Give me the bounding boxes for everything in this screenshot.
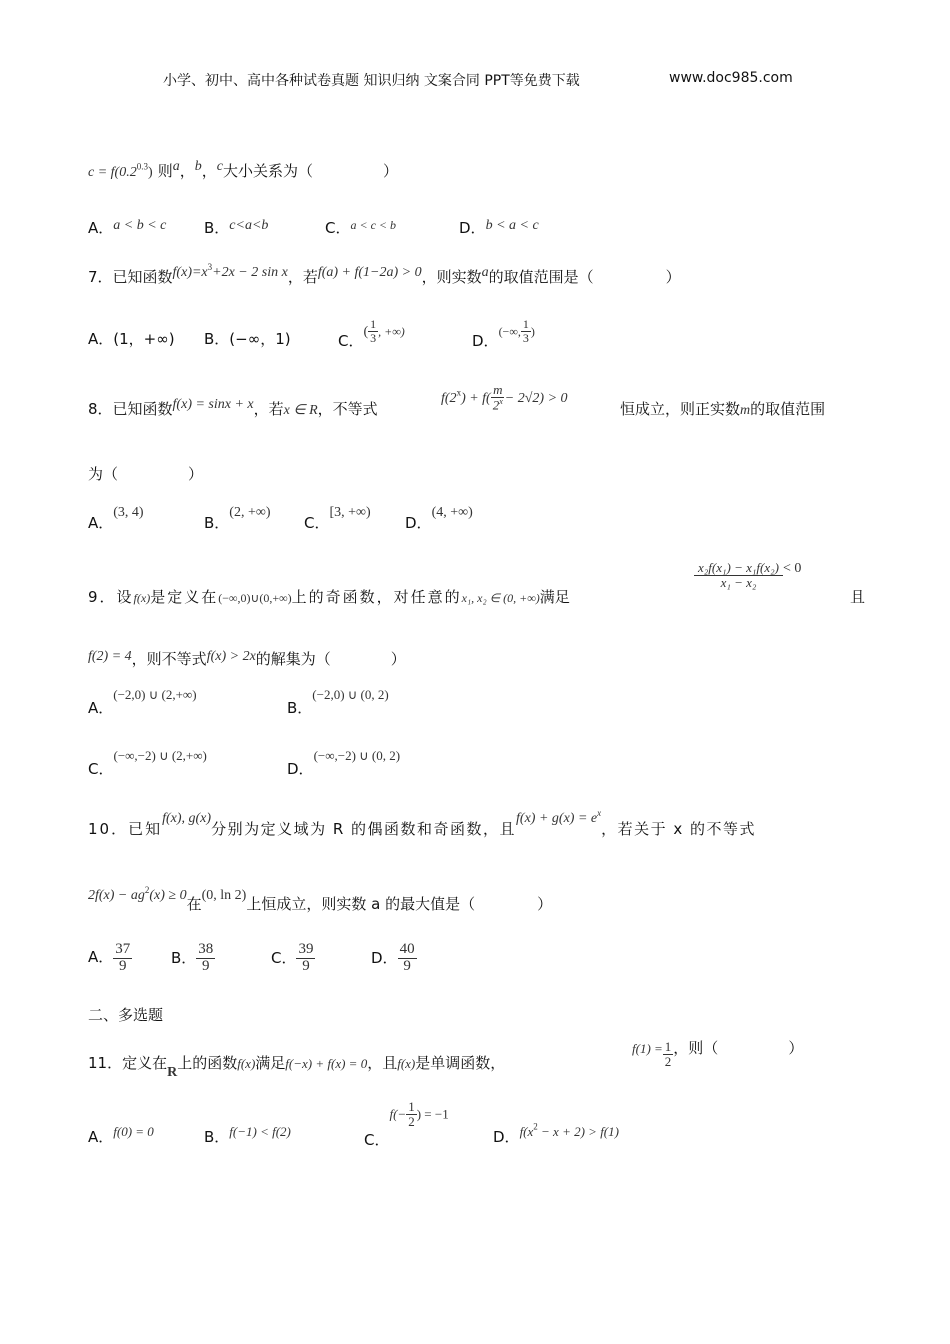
option-expr-post: ) <box>530 324 535 339</box>
option-expr: (−2,0) ∪ (0, 2) <box>312 687 389 702</box>
q8-line2 <box>88 463 203 484</box>
q9-fraction-tail: < 0 <box>782 560 802 576</box>
q10-inequality-rest: (x) ≥ 0 <box>149 888 187 903</box>
q10-number: 10．已知 <box>88 820 163 838</box>
q7-function-exp: 3 <box>207 261 213 272</box>
option-expr-pre: (−∞, <box>498 324 521 339</box>
option-label: D． <box>371 948 398 967</box>
fraction-numerator: 1 <box>408 1099 415 1114</box>
q8-stem <box>88 398 378 419</box>
q6-formula: c = f(0.2 <box>88 165 137 180</box>
q11-option-a[interactable] <box>88 1120 154 1146</box>
fraction-denominator: x₁ − x₂ <box>720 574 757 590</box>
q10-functions: f(x), g(x) <box>162 811 212 826</box>
fraction-denominator: 9 <box>202 957 210 974</box>
option-expr: [3, +∞) <box>329 505 371 520</box>
q6-close-paren: ） <box>383 162 399 180</box>
option-label: C． <box>325 219 351 237</box>
q11-option-c[interactable] <box>364 1099 449 1149</box>
q7-function-rest: +2x − 2 sin x <box>212 265 288 280</box>
q8-option-a[interactable] <box>88 500 144 532</box>
fraction-numerator: 1 <box>522 317 529 331</box>
fraction-numerator: x₂f(x₁) − x₁f(x₂) <box>694 561 783 576</box>
q7-number: 7．已知函数 <box>88 268 173 286</box>
option-label: A． <box>88 947 114 966</box>
q9-option-d[interactable] <box>287 744 401 778</box>
q8-var: m <box>740 403 751 418</box>
q11-value-pre: f(1) = <box>632 1040 663 1056</box>
fraction-den-base: 2 <box>492 396 500 412</box>
option-expr: b < a < c <box>485 218 539 233</box>
q9-option-c[interactable] <box>88 744 207 778</box>
q11-text5: ，则（ <box>673 1038 719 1057</box>
q11-text1: 上的函数 <box>177 1054 238 1072</box>
q9-number: 9．设 <box>88 588 134 606</box>
q7-var: a <box>481 265 489 280</box>
q10-option-b[interactable] <box>171 942 215 975</box>
fraction-numerator: m <box>493 382 503 397</box>
q9-inequality: f(x) > 2x <box>206 649 256 664</box>
option-label: C． <box>364 1130 390 1149</box>
q11-number: 11．定义在 <box>88 1054 168 1072</box>
option-expr: (1，+∞) <box>113 330 175 348</box>
q11-condition: f(−x) + f(x) = 0 <box>285 1056 368 1071</box>
q7-stem <box>88 261 681 287</box>
option-fraction <box>398 942 417 975</box>
q11-text4: 是单调函数， <box>415 1054 506 1072</box>
option-label: B． <box>204 330 230 348</box>
q8-mid: ，若 <box>253 400 284 418</box>
option-expr: (2, +∞) <box>229 505 271 520</box>
option-label: D． <box>459 219 486 237</box>
q8-option-b[interactable] <box>204 500 271 532</box>
q9-vars: x₁, x₂ ∈ (0, +∞) <box>461 591 540 605</box>
q10-text4: 上恒成立，则实数 a 的最大值是（ <box>246 895 476 913</box>
option-fraction <box>406 1100 417 1128</box>
option-expr: (−2,0) ∪ (2,+∞) <box>113 687 197 702</box>
option-expr: (−∞,−2) ∪ (2,+∞) <box>113 748 207 763</box>
q9-stem <box>88 586 570 607</box>
option-fraction <box>196 942 215 975</box>
fraction-numerator: 39 <box>298 941 314 957</box>
q10-interval: (0, ln 2) <box>201 888 247 903</box>
fraction-numerator: 1 <box>370 317 377 331</box>
option-expr-post: − x + 2) > f(1) <box>537 1124 619 1139</box>
q6-var-c: c <box>216 159 223 174</box>
option-expr: c<a<b <box>229 218 269 233</box>
q7-option-c[interactable] <box>338 317 405 350</box>
q11-text2: 满足 <box>255 1054 286 1072</box>
option-label: A． <box>88 514 114 532</box>
option-expr-post: ) = −1 <box>416 1106 449 1122</box>
q9-line2 <box>88 648 406 669</box>
option-fraction <box>296 942 315 975</box>
q6-continuation <box>88 160 398 181</box>
q6-var-a: a <box>172 159 180 174</box>
fraction-denominator: 3 <box>370 330 377 345</box>
option-label: C． <box>88 760 114 778</box>
fraction-numerator: 40 <box>399 941 415 957</box>
q7-condition: f(a) + f(1−2a) > 0 <box>317 265 422 280</box>
option-fraction <box>113 942 132 975</box>
option-label: D． <box>405 514 432 532</box>
q10-inequality: 2f(x) − ag <box>88 888 145 903</box>
option-label: A． <box>88 219 114 237</box>
option-expr-pre: f(− <box>389 1106 407 1122</box>
fraction-denominator: 2 <box>408 1113 415 1129</box>
q10-close-paren: ） <box>537 895 553 913</box>
option-expr: a < b < c <box>113 218 167 233</box>
option-label: A． <box>88 1128 114 1146</box>
q6-var-b: b <box>194 159 202 174</box>
q6-formula-close: ) <box>147 165 153 180</box>
option-label: B． <box>204 1128 230 1146</box>
option-expr-exp: 2 <box>533 1121 538 1132</box>
option-expr: f(0) = 0 <box>113 1124 154 1139</box>
q7-option-d[interactable] <box>472 317 535 350</box>
q8-mid2: ，不等式 <box>317 400 378 418</box>
header-url: www.doc985.com <box>669 70 793 86</box>
option-label: A． <box>88 699 114 717</box>
q8-ineq-post: − 2√2) > 0 <box>504 390 568 406</box>
q6-exponent: 0.3 <box>136 161 148 172</box>
section-title-multiple-choice: 二、多选题 <box>88 1006 164 1024</box>
option-expr: (−∞，1) <box>229 330 291 348</box>
q6-option-c[interactable] <box>325 217 396 238</box>
q10-text2: ，若关于 x 的不等式 <box>601 820 757 838</box>
q8-domain: x ∈ R <box>283 403 318 418</box>
option-label: C． <box>271 948 297 967</box>
option-label: B． <box>287 699 313 717</box>
option-expr: (4, +∞) <box>431 505 473 520</box>
option-expr: (3, 4) <box>113 505 144 520</box>
q9-close-paren: ） <box>390 650 406 668</box>
q8-option-c[interactable] <box>304 500 371 532</box>
option-label: D． <box>493 1128 520 1146</box>
q6-option-d[interactable] <box>459 217 539 238</box>
option-label: C． <box>338 331 364 350</box>
q10-option-d[interactable] <box>371 942 417 975</box>
fraction-denominator: 9 <box>119 957 127 974</box>
option-label: B． <box>204 219 230 237</box>
q7-tail2: 的取值范围是（ <box>488 268 594 286</box>
q9-fraction <box>694 561 783 589</box>
q11-function: f(x) <box>237 1056 256 1071</box>
q6-text-ze: 则 <box>157 162 173 180</box>
q9-fraction-condition <box>694 561 801 589</box>
fraction-numerator: 38 <box>198 941 214 957</box>
option-label: D． <box>287 760 314 778</box>
q8-ineq-mid: ) + f( <box>461 390 491 406</box>
option-fraction <box>521 318 531 344</box>
q8-inequality <box>441 383 568 412</box>
fraction-denominator <box>491 398 505 412</box>
q8-close-paren: ） <box>188 465 204 483</box>
q9-line2-tail: 的解集为（ <box>255 650 331 668</box>
q10-option-a[interactable] <box>88 942 132 975</box>
option-expr-pre: ( <box>363 324 369 340</box>
q10-inequality-exp: 2 <box>144 884 150 895</box>
header-banner: 小学、初中、高中各种试卷真题 知识归纳 文案合同 PPT等免费下载 <box>163 73 580 89</box>
q7-mid: ，若 <box>287 268 318 286</box>
q11-domain: R <box>167 1065 178 1080</box>
q9-option-a[interactable] <box>88 683 197 717</box>
option-expr-pre: f(x <box>519 1124 534 1139</box>
q10-stem <box>88 807 757 839</box>
q6-option-b[interactable] <box>204 217 268 238</box>
fraction-numerator: 1 <box>664 1039 672 1054</box>
q6-comma-1: ， <box>179 162 195 180</box>
q7-close-paren: ） <box>665 268 681 286</box>
q10-line2 <box>88 884 553 914</box>
fraction-denominator: 2 <box>664 1053 672 1069</box>
q7-tail: ，则实数 <box>421 268 482 286</box>
q8-ineq-pre: f(2 <box>441 390 457 406</box>
q10-text3: 在 <box>186 895 202 913</box>
q11-close-paren: ） <box>788 1038 804 1057</box>
q9-domain: (−∞,0)∪(0,+∞) <box>218 591 292 605</box>
q9-line2-text: ，则不等式 <box>131 650 207 668</box>
q9-given: f(2) = 4 <box>88 649 132 664</box>
q7-function: f(x)=x <box>172 265 208 280</box>
q11-value <box>632 1040 803 1068</box>
q8-tail2: 的取值范围 <box>750 400 826 418</box>
q8-number: 8．已知函数 <box>88 400 173 418</box>
fraction-den-exp: x <box>499 396 503 406</box>
q9-function: f(x) <box>133 591 151 605</box>
option-label: B． <box>204 514 230 532</box>
q9-option-b[interactable] <box>287 683 389 717</box>
q9-text4: 且 <box>850 588 866 606</box>
option-label: D． <box>472 331 499 350</box>
q6-option-a[interactable] <box>88 217 166 238</box>
q8-ineq-exp: x <box>456 387 462 398</box>
option-expr-post: , +∞) <box>378 324 405 339</box>
q11-option-d[interactable] <box>493 1120 619 1146</box>
option-expr: f(−1) < f(2) <box>229 1124 291 1139</box>
q9-text1: 是定义在 <box>150 588 219 606</box>
q8-function: f(x) = sinx + x <box>172 397 254 412</box>
fraction-denominator: 9 <box>302 957 310 974</box>
q11-text3: ，且 <box>367 1054 398 1072</box>
q10-option-c[interactable] <box>271 942 315 975</box>
option-label: C． <box>304 514 330 532</box>
q8-fraction <box>491 383 505 412</box>
q9-text2: 上的奇函数，对任意的 <box>291 588 462 606</box>
q11-stem <box>88 1052 506 1080</box>
q11-option-b[interactable] <box>204 1120 291 1146</box>
q8-tail-text: 恒成立，则正实数 <box>620 400 741 418</box>
fraction-denominator: 9 <box>403 957 411 974</box>
q10-equation: f(x) + g(x) = e <box>516 811 598 826</box>
q11-function-2: f(x) <box>397 1056 416 1071</box>
q11-value-fraction <box>663 1040 674 1068</box>
q10-equation-exp: x <box>597 807 602 818</box>
fraction-numerator: 37 <box>115 941 131 957</box>
q7-option-b[interactable] <box>204 328 291 349</box>
q10-text1: 分别为定义域为 R 的偶函数和奇函数，且 <box>211 820 517 838</box>
option-expr: (−∞,−2) ∪ (0, 2) <box>313 748 401 763</box>
q8-line2-text: 为（ <box>88 465 119 483</box>
q8-option-d[interactable] <box>405 500 473 532</box>
q6-comma-2: ， <box>201 162 217 180</box>
option-label: B． <box>171 948 197 967</box>
option-fraction <box>368 318 378 344</box>
q6-text-after: 大小关系为（ <box>223 162 314 180</box>
q8-tail <box>620 398 825 419</box>
q9-text3: 满足 <box>539 588 570 606</box>
option-label: A． <box>88 330 114 348</box>
fraction-denominator: 3 <box>522 330 529 345</box>
q7-option-a[interactable] <box>88 328 175 349</box>
option-expr: a < c < b <box>350 218 397 232</box>
